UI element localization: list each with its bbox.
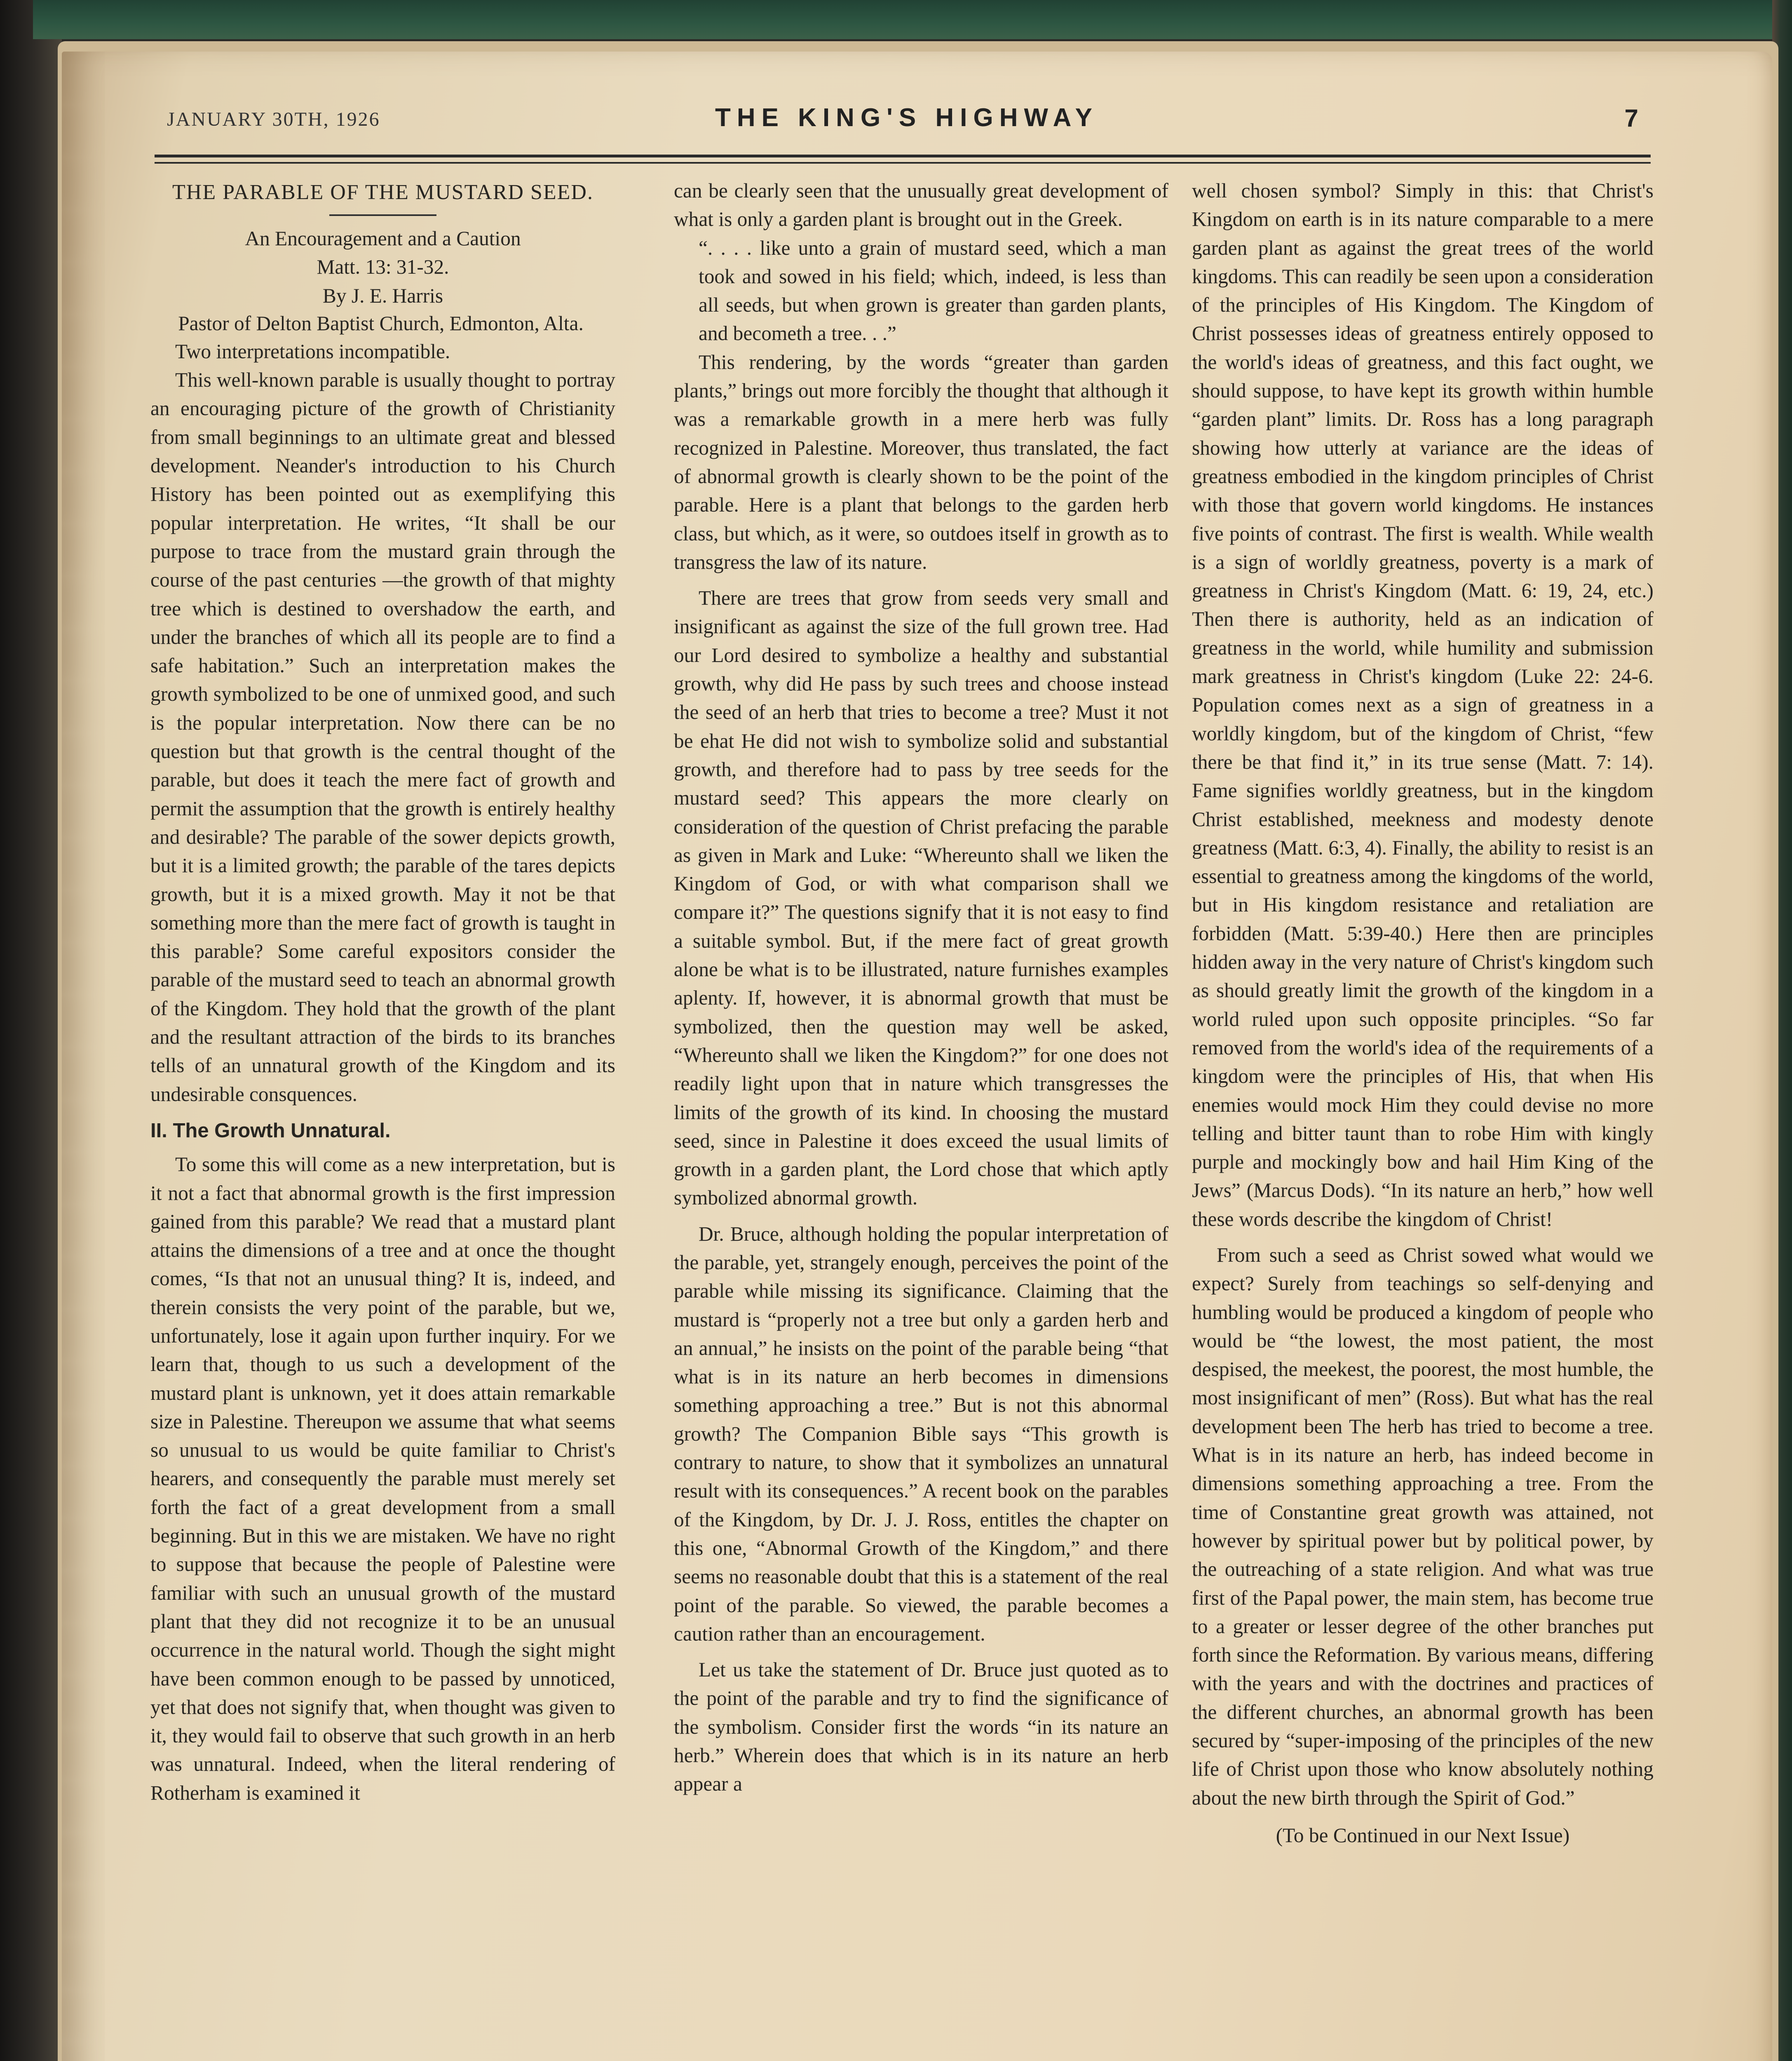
paragraph: There are trees that grow from seeds very small and insignificant as against the size of the full grown tree. Had our Lord desired to symbolize a healthy and substantial growth, why did He pass by such trees and choose instead the seed of an herb that tries to become a tree? Must it not be ehat He did not wish to symbolize solid and substantial growth, and therefore had to pass by tree seeds for the mustard seed? This appears the more clearly on consideration of the question of Christ prefacing the parable as given in Mark and Luke: “Whereunto shall we liken the Kingdom of God, or with what comparison shall we compare it?” The questions signify that it is not easy to find a suitable symbol. But, if the mere fact of great growth alone be what is to be illustrated, nature furnishes examples aplenty. If, however, it is abnormal growth that must be symbolized, then the question may well be asked, “Whereunto shall we liken the Kingdom?” for one does not readily light upon that in nature which transgresses the limits of the growth of its kind. In choosing the mustard seed, since in Palestine it does exceed the usual limits of growth in a garden plant, the Lord chose that which aptly symbolized abnormal growth. — [674, 587, 1168, 1209]
byline: By J. E. Harris — [322, 284, 443, 307]
paragraph: Dr. Bruce, although holding the popular interpretation of the parable, yet, strangely enough, perceives the point of the parable while missing its significance. Claiming that the mustard is “properly not a tree but only a garden herb and an annual,” he insists on the point of the parable being “that what is in its nature an herb becomes in dimensions something approaching a tree.” But is not this abnormal growth? The Companion Bible says “This growth is contrary to nature, to show that it symbolizes an unnatural result with its consequences.” A recent book on the parables of the Kingdom, by Dr. J. J. Ross, entitles the chapter on this one, “Abnormal Growth of the Kingdom,” and there seems no reasonable doubt that this is a statement of the real point of the parable. So viewed, the parable becomes a caution rather than an encouragement. — [674, 1222, 1168, 1645]
book-binding-edge — [0, 0, 62, 2061]
column-1 — [150, 178, 615, 1807]
author-affiliation: Pastor of Delton Baptist Church, Edmonton, Alta. — [178, 312, 584, 335]
page-header — [155, 103, 1659, 153]
block-quote: “. . . . like unto a grain of mustard seed, which a man took and sowed in his field; which, indeed, is less than all seeds, but when grown is greater than garden plants, and becometh a tree. . .” — [699, 236, 1166, 345]
section-two-heading: II. The Growth Unnatural. — [150, 1119, 391, 1142]
paragraph: This well-known parable is usually thought to portray an encouraging picture of the growth of Christianity from small beginnings to an ultimate great and blessed development. Neander's introduction to his Church History has been pointed out as exemplifying this popular interpretation. He writes, “It shall be our purpose to trace from the mustard grain through the course of the past centuries —the growth of that mighty tree which is destined to overshadow the earth, and under the branches of which all its people are to find a safe habitation.” Such an interpretation makes the growth symbolized to be one of unmixed good, and such is the popular interpretation. Now there can be no question but that growth is the central thought of the parable, but does it teach the mere fact of growth and permit the assumption that the growth is entirely healthy and desirable? The parable of the sower depicts growth, but it is a limited growth; the parable of the tares depicts growth, but it is a mixed growth. May it not be that something more than the mere fact of growth is taught in this parable? Some careful expositors consider the parable of the mustard seed to teach an abnormal growth of the Kingdom. They hold that the growth of the plant and the resultant attraction of the birds to its branches tells of an unnatural growth of the Kingdom and its undesirable consquences. — [150, 369, 615, 1106]
continuation-note: (To be Continued in our Next Issue) — [1276, 1824, 1570, 1847]
header-double-rule — [155, 155, 1651, 164]
issue-date: JANUARY 30TH, 1926 — [167, 108, 380, 130]
column-3 — [1192, 176, 1654, 1850]
column-2 — [674, 176, 1168, 1798]
publication-title: THE KING'S HIGHWAY — [715, 103, 1099, 132]
paragraph: From such a seed as Christ sowed what would we expect? Surely from teachings so self-denying and humbling would be produced a kingdom of people who would be “the lowest, the most patient, the most despised, the meekest, the poorest, the most humble, the most insignificant of men” (Ross). But what has the real development been The herb has tried to become a tree. What is in its nature an herb, has indeed become in dimensions something approaching a tree. From the time of Constantine great growth was attained, not however by spiritual power but by political power, by the outreaching of a state religion. And what was true first of the Papal power, the main stem, has become true to a greater or lesser degree of the other branches put forth since the Reformation. By various means, differing with the years and with the doctrines and practices of the different churches, an abnormal growth has been secured by “super-imposing of the principles of the new life of Christ upon those who know absolutely nothing about the new birth through the Spirit of God.” — [1192, 1243, 1654, 1809]
paragraph: This rendering, by the words “greater than garden plants,” brings out more forcibly the thought that although it was a remarkable growth in a mere herb was fully recognized in Palestine. Moreover, thus translated, the fact of abnormal growth is clearly shown to be the point of the parable. Here is a plant that belongs to the garden herb class, but which, as it were, so outdoes itself in growth as to transgress the law of its nature. — [674, 350, 1168, 573]
article-subtitle: An Encouragement and a Caution — [245, 227, 521, 250]
page-number: 7 — [1624, 104, 1638, 132]
paragraph: To some this will come as a new interpretation, but is it not a fact that abnormal growth is the first impression gained from this parable? We read that a mustard plant attains the dimensions of a tree and at once the thought comes, “Is that not an unusual thing? It is, indeed, and therein consists the very point of the parable, but we, unfortunately, lose it again upon further inquiry. For we learn that, though to us such a development of the mustard plant is unknown, yet it does attain remarkable size in Palestine. Thereupon we assume that what seems so unusual to us would be quite familiar to Christ's hearers, and consequently the parable must merely set forth the fact of a great development from a small beginning. But in this we are mistaken. We have no right to suppose that because the people of Palestine were familiar with such an unusual growth of the mustard plant that they did not recognize it to be an unusual occurrence in the natural world. Though the sight might have been common enough to be passed by unnoticed, yet that does not signify that, when thought was given to it, they would fail to observe that such growth in an herb was unnatural. Indeed, when the literal rendering of Rotherham is examined it — [150, 1153, 615, 1804]
paragraph: can be clearly seen that the unusually great development of what is only a garden plant is brought out in the Greek. — [674, 179, 1168, 231]
section-one-heading: Two interpretations incompatible. — [175, 340, 450, 363]
green-cover-top — [33, 0, 1792, 39]
scripture-reference: Matt. 13: 31-32. — [317, 256, 449, 279]
paragraph: Let us take the statement of Dr. Bruce just quoted as to the point of the parable and try to find the significance of the symbolism. Consider first the words “in its nature an herb.” Wherein does that which is in its nature an herb appear a — [674, 1658, 1168, 1796]
paragraph: well chosen symbol? Simply in this: that Christ's Kingdom on earth is in its nature comparable to a mere garden plant as against the great trees of the world kingdoms. This can readily be seen upon a consideration of the principles of His Kingdom. The Kingdom of Christ possesses ideas of greatness entirely opposed to the world's ideas of greatness, and this fact ought, we should suppose, to have kept its growth within humble “garden plant” limits. Dr. Ross has a long paragraph showing how utterly at variance are the ideas of greatness embodied in the kingdom principles of Christ with those that govern world kingdoms. He instances five points of contrast. The first is wealth. While wealth is a sign of worldly greatness, poverty is a mark of greatness in Christ's Kingdom (Matt. 6: 19, 24, etc.) Then there is authority, held as an indication of greatness in the world, while humility and submission mark greatness in Christ's kingdom (Luke 22: 24-6. Population comes next as a sign of greatness in a worldly kingdom, but of the kingdom of Christ, “few there be that find it,” in its true sense (Matt. 7: 14). Fame signifies worldly greatness, but in the kingdom Christ established, meekness and modesty denote greatness (Matt. 6:3, 4). Finally, the ability to resist is an essential to greatness among the kingdoms of the world, but in His kingdom resistance and retaliation are forbidden (Matt. 5:39-40.) Here then are principles hidden away in the very nature of Christ's kingdom such as should greatly limit the growth of the kingdom in a world ruled upon such opposite principles. “So far removed from the world's idea of the requirements of a kingdom were the principles of His, that when His enemies would mock Him they could devise no more telling and bitter taunt than to robe Him with kingly purple and mockingly bow and hail Him King of the Jews” (Marcus Dods). “In its nature an herb,” how well these words describe the kingdom of Christ! — [1192, 179, 1654, 1230]
article-title: THE PARABLE OF THE MUSTARD SEED. — [172, 181, 593, 204]
title-divider — [329, 214, 436, 216]
